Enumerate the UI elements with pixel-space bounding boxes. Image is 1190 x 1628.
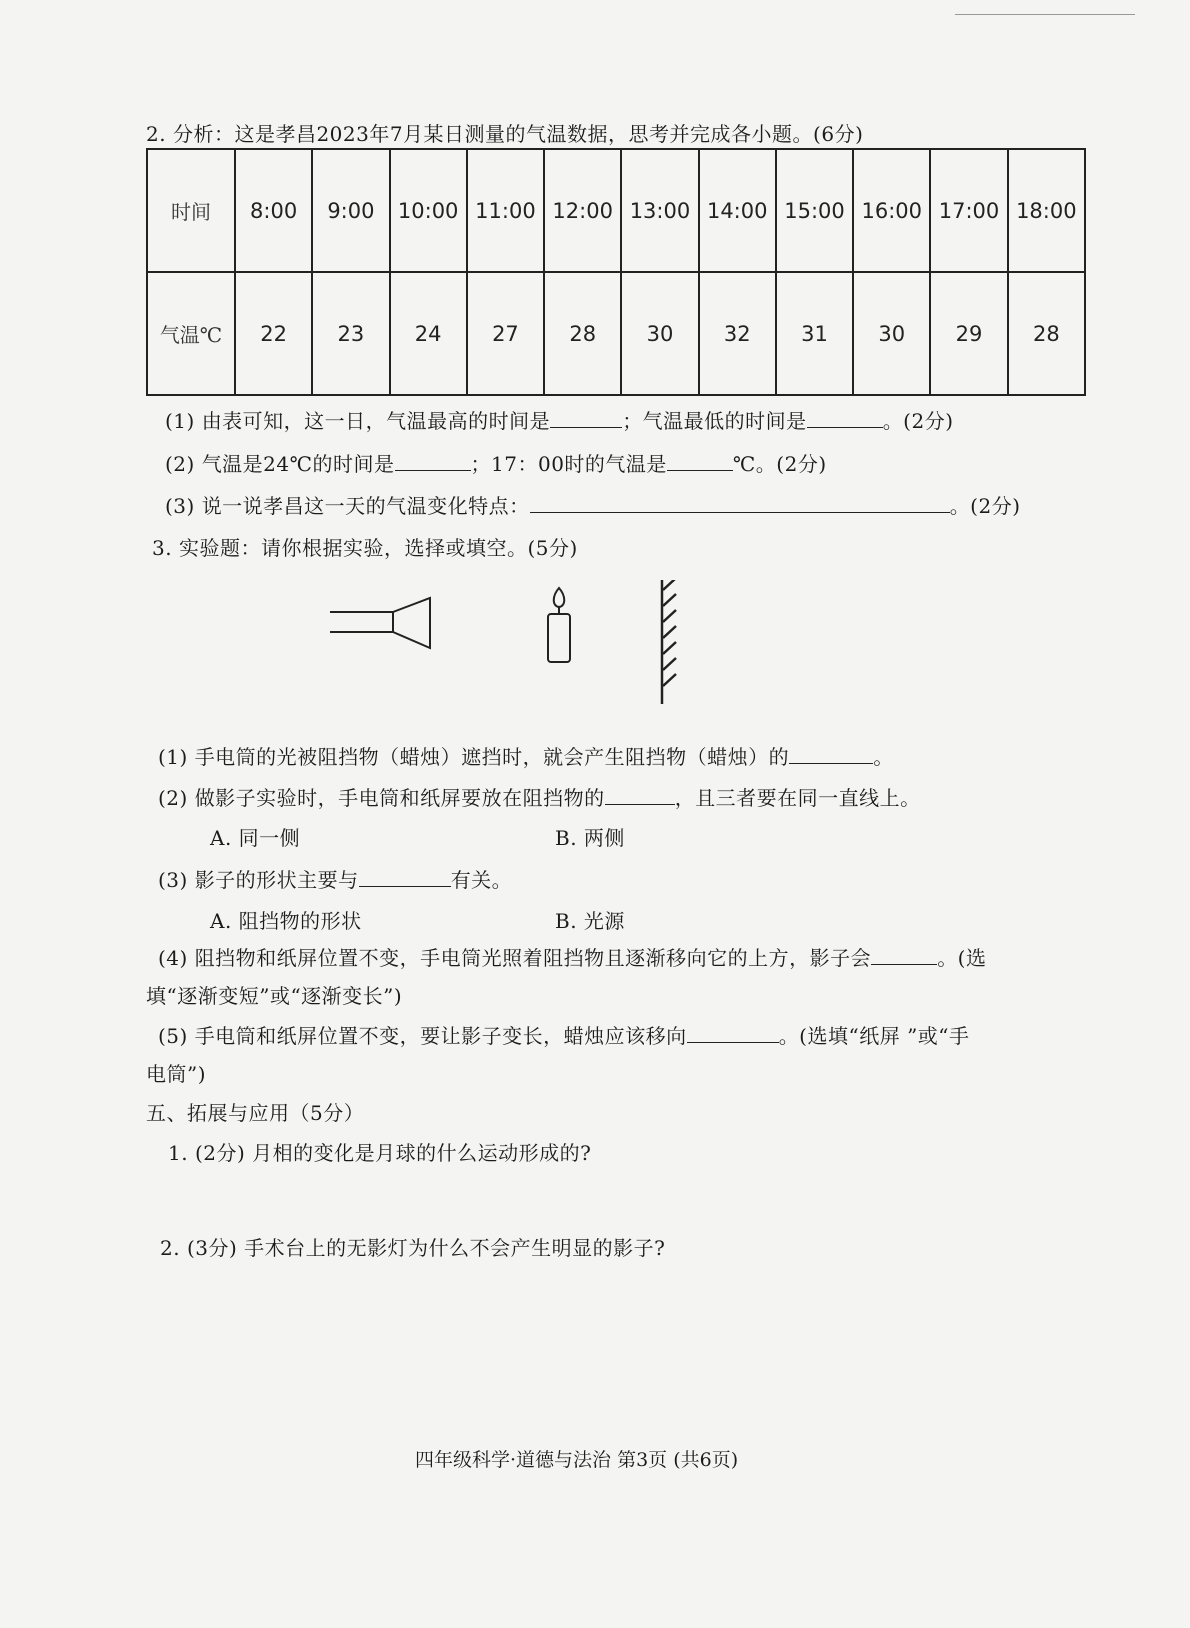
section5-q2: 2. (3分) 手术台上的无影灯为什么不会产生明显的影子? <box>160 1236 666 1260</box>
q3-sub3-text: (3) 影子的形状主要与 <box>158 868 359 892</box>
q3-sub1 <box>158 741 894 770</box>
time-cell: 9:00 <box>312 149 389 272</box>
q2-heading: 2. 分析：这是孝昌2023年7月某日测量的气温数据，思考并完成各小题。(6分) <box>146 122 864 146</box>
q3-sub3-option-b[interactable]: B. 光源 <box>555 909 625 933</box>
answer-blank[interactable] <box>359 868 451 887</box>
q2-sub1-text-2: ；气温最低的时间是 <box>622 409 807 433</box>
q3-sub3 <box>158 864 512 893</box>
q3-heading: 3. 实验题：请你根据实验，选择或填空。(5分) <box>152 536 578 560</box>
q3-sub4-text: (4) 阻挡物和纸屏位置不变，手电筒光照着阻挡物且逐渐移向它的上方，影子会 <box>158 946 872 970</box>
time-cell: 18:00 <box>1008 149 1085 272</box>
experiment-figure <box>330 580 710 740</box>
temperature-cell: 31 <box>776 272 853 395</box>
q3-sub4-text-2: 。(选 <box>937 946 987 970</box>
time-cell: 17:00 <box>930 149 1007 272</box>
temperature-cell: 22 <box>235 272 312 395</box>
answer-blank[interactable] <box>605 786 675 805</box>
temperature-cell: 27 <box>467 272 544 395</box>
q3-sub2-option-b[interactable]: B. 两侧 <box>555 826 625 850</box>
q3-sub2-option-a[interactable]: A. 同一侧 <box>210 826 301 850</box>
temperature-cell: 28 <box>544 272 621 395</box>
q3-sub2-text-2: ，且三者要在同一直线上。 <box>674 786 921 810</box>
temperature-row-label: 气温℃ <box>147 272 235 395</box>
time-cell: 8:00 <box>235 149 312 272</box>
answer-blank[interactable] <box>530 494 950 513</box>
q3-sub3-text-2: 有关。 <box>450 868 513 892</box>
q2-sub2-text-2: ；17：00时的气温是 <box>470 452 667 476</box>
time-cell: 10:00 <box>390 149 467 272</box>
temperature-table <box>146 148 1086 396</box>
answer-blank[interactable] <box>550 409 622 428</box>
q3-sub2-text: (2) 做影子实验时，手电筒和纸屏要放在阻挡物的 <box>158 786 605 810</box>
answer-blank[interactable] <box>667 452 733 471</box>
time-cell: 12:00 <box>544 149 621 272</box>
answer-blank[interactable] <box>807 409 883 428</box>
answer-blank[interactable] <box>871 946 937 965</box>
candle-icon <box>548 588 570 662</box>
q3-sub2 <box>158 782 921 811</box>
q2-sub2 <box>165 448 827 477</box>
answer-blank[interactable] <box>395 452 471 471</box>
q3-sub4 <box>158 942 987 971</box>
time-cell: 13:00 <box>621 149 698 272</box>
q3-sub5 <box>158 1020 970 1049</box>
q2-sub3 <box>165 490 1021 519</box>
temperature-cell: 24 <box>390 272 467 395</box>
q2-sub2-text: (2) 气温是24℃的时间是 <box>165 452 395 476</box>
q2-sub2-points: ℃。(2分) <box>732 452 827 476</box>
q3-sub5-text-2: 。(选填“纸屏 ”或“手 <box>778 1024 970 1048</box>
q2-sub3-points: 。(2分) <box>949 494 1021 518</box>
q3-sub1-end: 。 <box>873 745 894 769</box>
temperature-cell: 29 <box>930 272 1007 395</box>
q3-sub4-cont: 填“逐渐变短”或“逐渐变长”) <box>146 984 403 1008</box>
time-cell: 11:00 <box>467 149 544 272</box>
answer-blank[interactable] <box>789 745 873 764</box>
q2-sub1 <box>165 405 954 434</box>
section5-heading: 五、拓展与应用（5分） <box>146 1101 365 1125</box>
answer-blank[interactable] <box>687 1024 779 1043</box>
screen-icon <box>662 580 676 704</box>
q2-sub3-text: (3) 说一说孝昌这一天的气温变化特点： <box>165 494 530 518</box>
flashlight-icon <box>330 598 430 648</box>
temperature-cell: 23 <box>312 272 389 395</box>
time-cell: 16:00 <box>853 149 930 272</box>
time-row <box>147 149 1085 272</box>
temperature-row <box>147 272 1085 395</box>
q3-sub1-text: (1) 手电筒的光被阻挡物（蜡烛）遮挡时，就会产生阻挡物（蜡烛）的 <box>158 745 790 769</box>
temperature-cell: 32 <box>699 272 776 395</box>
q3-sub3-option-a[interactable]: A. 阻挡物的形状 <box>210 909 362 933</box>
time-cell: 14:00 <box>699 149 776 272</box>
scan-edge-line <box>955 14 1135 15</box>
time-row-label: 时间 <box>147 149 235 272</box>
page-footer: 四年级科学·道德与法治 第3页 (共6页) <box>415 1449 739 1471</box>
time-cell: 15:00 <box>776 149 853 272</box>
q3-sub5-text: (5) 手电筒和纸屏位置不变，要让影子变长，蜡烛应该移向 <box>158 1024 687 1048</box>
temperature-cell: 30 <box>621 272 698 395</box>
temperature-cell: 30 <box>853 272 930 395</box>
q2-sub1-text: (1) 由表可知，这一日，气温最高的时间是 <box>165 409 551 433</box>
q3-sub5-cont: 电筒”) <box>146 1062 207 1086</box>
temperature-cell: 28 <box>1008 272 1085 395</box>
q2-sub1-points: 。(2分) <box>882 409 954 433</box>
section5-q1: 1. (2分) 月相的变化是月球的什么运动形成的? <box>168 1141 592 1165</box>
